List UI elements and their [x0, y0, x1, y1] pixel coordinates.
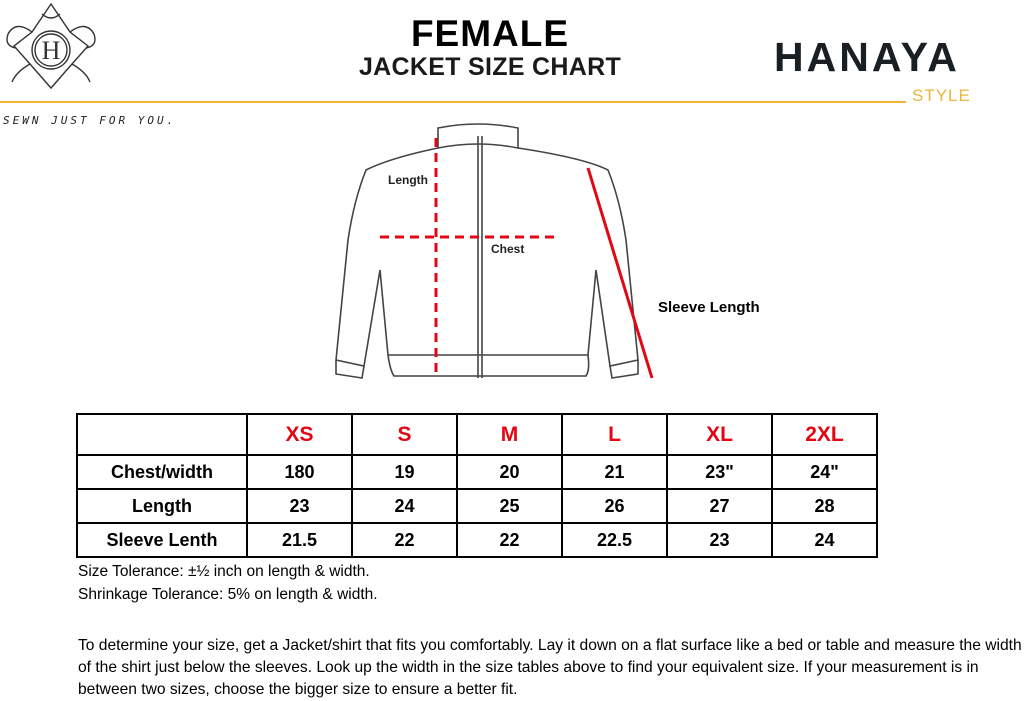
- brand-tagline: STYLE: [912, 86, 971, 105]
- row-label: Chest/width: [77, 455, 247, 489]
- size-col-2xl: 2XL: [772, 414, 877, 455]
- table-cell: 24: [352, 489, 457, 523]
- jacket-diagram: [318, 120, 663, 390]
- table-cell: 20: [457, 455, 562, 489]
- table-cell: 23": [667, 455, 772, 489]
- table-cell: 22: [457, 523, 562, 557]
- table-cell: 25: [457, 489, 562, 523]
- page-subtitle: JACKET SIZE CHART: [358, 53, 622, 81]
- row-label: Length: [77, 489, 247, 523]
- size-col-l: L: [562, 414, 667, 455]
- row-label: Sleeve Lenth: [77, 523, 247, 557]
- chest-label: Chest: [491, 242, 525, 256]
- table-cell: 22: [352, 523, 457, 557]
- shrinkage-tolerance-note: Shrinkage Tolerance: 5% on length & width.: [78, 586, 378, 603]
- table-cell: 180: [247, 455, 352, 489]
- header-divider: [0, 101, 906, 103]
- table-cell: 26: [562, 489, 667, 523]
- table-cell: 27: [667, 489, 772, 523]
- jacket-outline: [336, 124, 638, 378]
- table-cell: 23: [667, 523, 772, 557]
- emblem-logo: [2, 2, 100, 94]
- table-row: [77, 455, 877, 489]
- size-header-row: [77, 414, 877, 455]
- table-cell: 24": [772, 455, 877, 489]
- size-tolerance-note: Size Tolerance: ±½ inch on length & width.: [78, 563, 370, 580]
- size-col-s: S: [352, 414, 457, 455]
- table-cell: 28: [772, 489, 877, 523]
- size-col-xl: XL: [667, 414, 772, 455]
- table-cell: 21: [562, 455, 667, 489]
- table-cell: 19: [352, 455, 457, 489]
- slogan: SEWN JUST FOR YOU.: [3, 114, 177, 127]
- sleeve-length-label: Sleeve Length: [658, 299, 760, 316]
- table-cell: 24: [772, 523, 877, 557]
- table-row: [77, 523, 877, 557]
- table-row: [77, 489, 877, 523]
- table-corner-cell: [77, 414, 247, 455]
- table-cell: 22.5: [562, 523, 667, 557]
- size-col-m: M: [457, 414, 562, 455]
- emblem-letter: H: [41, 36, 61, 65]
- length-label: Length: [388, 173, 428, 187]
- size-table: [76, 413, 878, 558]
- sizing-instructions: To determine your size, get a Jacket/shirt that fits you comfortably. Lay it down on a flat surface like a bed or table and measure the width of the shirt just below the sleeves. Look up the width in the size tables above to find your equivalent size. If your measurement is in between two sizes, choose the bigger size to ensure a better fit.: [78, 637, 1022, 698]
- table-cell: 23: [247, 489, 352, 523]
- page-title: FEMALE: [410, 13, 570, 54]
- size-col-xs: XS: [247, 414, 352, 455]
- table-cell: 21.5: [247, 523, 352, 557]
- brand-logo: HANAYA: [774, 34, 960, 80]
